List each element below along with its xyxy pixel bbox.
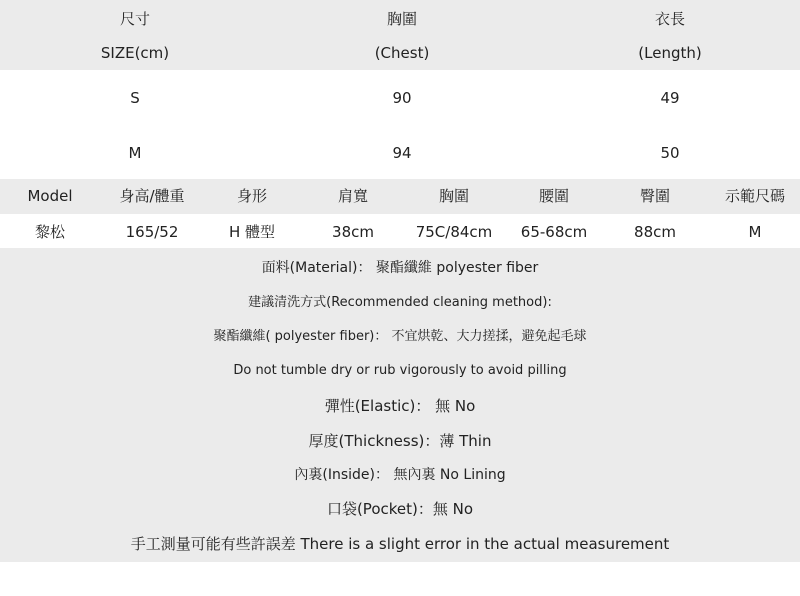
- model-header-hip: 臀圍: [639, 187, 671, 205]
- model-row-height-weight: 165/52: [125, 223, 179, 241]
- size-row-s-chest: 90: [392, 89, 412, 107]
- note-thickness: 厚度(Thickness)：薄 Thin: [308, 432, 492, 450]
- model-row-chest: 75C/84cm: [415, 223, 493, 241]
- size-header-en-length: (Length): [638, 44, 702, 62]
- size-row-s-length: 49: [660, 89, 680, 107]
- model-row-name: 黎松: [34, 223, 66, 241]
- size-row-m-length: 50: [660, 144, 680, 162]
- model-row-size-worn: M: [748, 223, 762, 241]
- model-header-body-type: 身形: [236, 187, 268, 205]
- model-header-chest: 胸圍: [438, 187, 470, 205]
- size-header-zh-length: 衣長: [654, 10, 686, 28]
- model-row-shoulder: 38cm: [332, 223, 374, 241]
- note-cleaning-title: 建議清洗方式(Recommended cleaning method):: [248, 295, 552, 310]
- size-header-zh-chest: 胸圍: [386, 10, 418, 28]
- note-pocket: 口袋(Pocket)：無 No: [326, 500, 474, 518]
- note-elastic: 彈性(Elastic)： 無 No: [324, 397, 476, 415]
- note-inside: 內裏(Inside)： 無內裏 No Lining: [294, 467, 506, 483]
- model-header-height-weight: 身高/體重: [119, 187, 185, 205]
- model-row-hip: 88cm: [634, 223, 676, 241]
- model-row-waist: 65-68cm: [520, 223, 588, 241]
- note-material: 面料(Material)： 聚酯纖維 polyester fiber: [261, 260, 539, 276]
- size-header-zh-size: 尺寸: [119, 10, 151, 28]
- size-row-s-size: S: [130, 89, 140, 107]
- model-header-size-worn: 示範尺碼: [724, 187, 786, 205]
- model-header-shoulder: 肩寬: [337, 187, 369, 205]
- size-row-m-chest: 94: [392, 144, 412, 162]
- note-cleaning-zh: 聚酯纖維( polyester fiber)： 不宜烘乾、大力搓揉，避免起毛球: [213, 329, 587, 344]
- model-header-model: Model: [27, 187, 73, 205]
- note-measurement-error: 手工測量可能有些許誤差 There is a slight error in the actual measurement: [130, 535, 670, 553]
- size-row-m-size: M: [128, 144, 142, 162]
- note-cleaning-en: Do not tumble dry or rub vigorously to avoid pilling: [233, 363, 567, 378]
- model-row-body-type: H 體型: [228, 223, 276, 241]
- size-header-en-chest: (Chest): [374, 44, 430, 62]
- model-header-waist: 腰圍: [538, 187, 570, 205]
- size-header-en-size: SIZE(cm): [100, 44, 170, 62]
